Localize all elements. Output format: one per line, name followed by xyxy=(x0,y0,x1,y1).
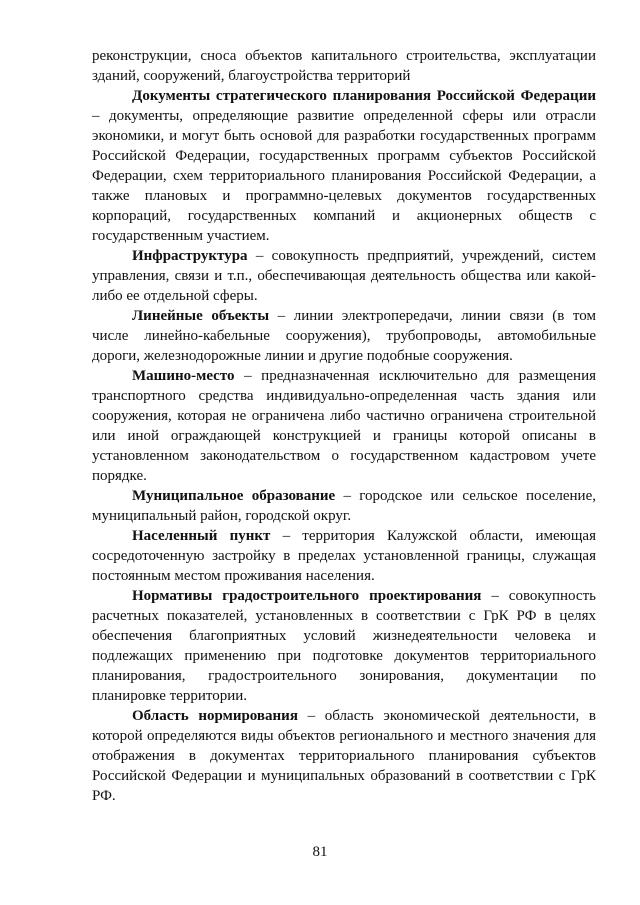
paragraph-design-standards xyxy=(92,586,596,706)
page-number: 81 xyxy=(312,844,328,860)
paragraph-municipality xyxy=(92,486,596,526)
paragraph-text: реконструкции, сноса объектов капитального строительства, эксплуатации зданий, сооружений, благоустройства территорий xyxy=(92,48,596,84)
paragraph-regulation-area xyxy=(92,706,596,806)
definition-parking-space: – предназначенная исключительно для размещения транспортного средства индивидуально-определенная часть здания или сооружения, которая не ограничена либо частично ограничена строительной или иной ограждающей конструкцией и границы которой описаны в установленном законодательством о государственном кадастровом учете порядке. xyxy=(92,368,596,484)
paragraph-parking-space xyxy=(92,366,596,486)
term-linear-objects: Линейные объекты xyxy=(132,308,270,324)
definition-regulation-area: – область экономической деятельности, в которой определяются виды объектов регионального и местного значения для отображения в документах территориального планирования субъектов Российской Федерации и муниципальных образований в соответствии с ГрК РФ. xyxy=(92,708,596,804)
paragraph-strategic-planning-documents xyxy=(92,86,596,246)
term-settlement: Населенный пункт xyxy=(132,528,271,544)
definition-infrastructure: – совокупность предприятий, учреждений, систем управления, связи и т.п., обеспечивающая деятельность общества или какой-либо ее отдельной сферы. xyxy=(92,248,596,304)
paragraph-settlement xyxy=(92,526,596,586)
term-regulation-area: Область нормирования xyxy=(132,708,298,724)
term-strategic-planning-documents: Документы стратегического планирования Российской Федерации xyxy=(132,88,596,104)
term-infrastructure: Инфраструктура xyxy=(132,248,248,264)
paragraph-linear-objects xyxy=(92,306,596,366)
term-municipality: Муниципальное образование xyxy=(132,488,336,504)
definition-settlement: – территория Калужской области, имеющая сосредоточенную застройку в пределах установленной границы, служащая постоянным местом проживания населения. xyxy=(92,528,596,584)
paragraph-continuation xyxy=(92,46,596,86)
definition-linear-objects: – линии электропередачи, линии связи (в том числе линейно-кабельные сооружения), трубопроводы, автомобильные дороги, железнодорожные линии и другие подобные сооружения. xyxy=(92,308,596,364)
definition-strategic-planning-documents: – документы, определяющие развитие определенной сферы или отрасли экономики, и могут быть основой для разработки государственных программ Российской Федерации, государственных программ субъектов Российской Федерации, схем территориального планирования Российской Федерации, а также плановых и программно-целевых документов государственных корпораций, государственных компаний и акционерных обществ с государственным участием. xyxy=(92,108,596,244)
page-body xyxy=(92,46,596,806)
term-design-standards: Нормативы градостроительного проектирования xyxy=(132,588,482,604)
paragraph-infrastructure xyxy=(92,246,596,306)
term-parking-space: Машино-место xyxy=(132,368,235,384)
definition-design-standards: – совокупность расчетных показателей, установленных в соответствии с ГрК РФ в целях обеспечения благоприятных условий жизнедеятельности человека и подлежащих применению при подготовке документов территориального планирования, градостроительного зонирования, документации по планировке территории. xyxy=(92,588,596,704)
definition-municipality: – городское или сельское поселение, муниципальный район, городской округ. xyxy=(92,488,596,524)
